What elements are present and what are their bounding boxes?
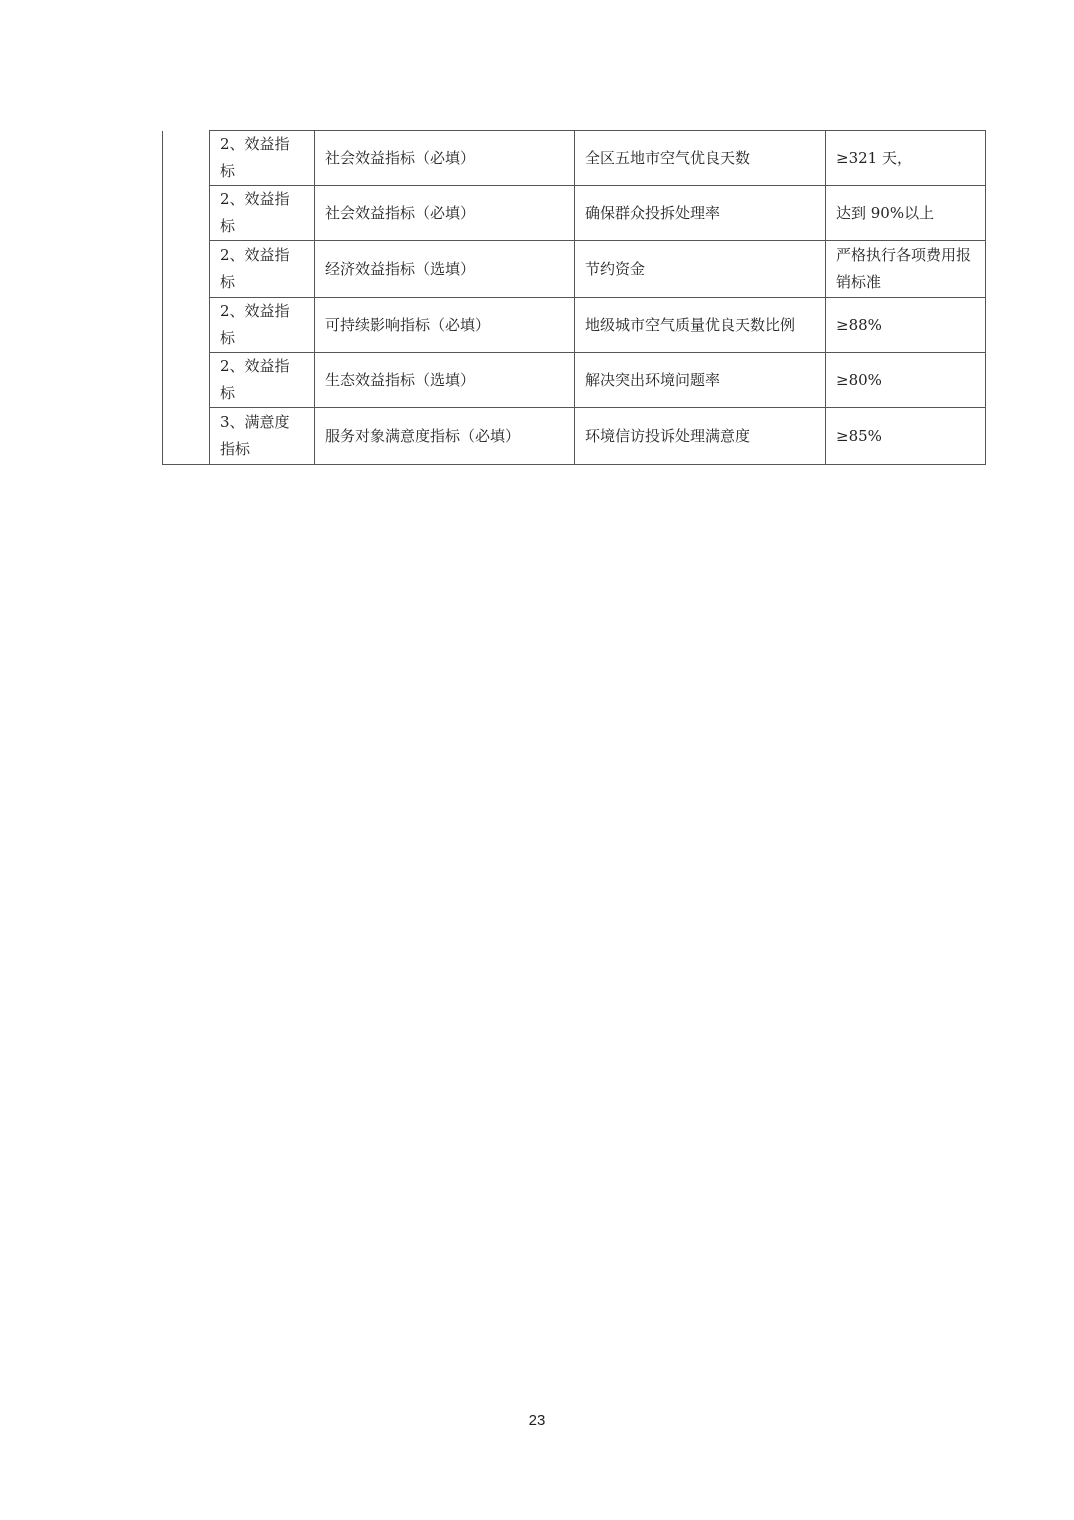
level3-indicator-cell: 节约资金 xyxy=(575,241,826,298)
target-value-cell: ≥88% xyxy=(826,298,986,353)
level3-indicator-cell: 确保群众投拆处理率 xyxy=(575,186,826,241)
level1-indicator-cell: 2、效益指标 xyxy=(210,353,315,408)
level1-indicator-cell: 2、效益指标 xyxy=(210,131,315,186)
target-value-cell: ≥85% xyxy=(826,408,986,465)
level1-indicator-cell: 3、满意度指标 xyxy=(210,408,315,465)
level3-indicator-cell: 地级城市空气质量优良天数比例 xyxy=(575,298,826,353)
level2-indicator-cell: 经济效益指标（选填） xyxy=(315,241,575,298)
merged-category-cell xyxy=(163,131,210,465)
table-row xyxy=(163,353,986,408)
performance-indicator-table xyxy=(162,130,986,465)
level1-indicator-cell: 2、效益指标 xyxy=(210,241,315,298)
table-row xyxy=(163,241,986,298)
target-value-cell: 达到 90%以上 xyxy=(826,186,986,241)
level2-indicator-cell: 社会效益指标（必填） xyxy=(315,186,575,241)
level2-indicator-cell: 可持续影响指标（必填） xyxy=(315,298,575,353)
level2-indicator-cell: 生态效益指标（选填） xyxy=(315,353,575,408)
table-row xyxy=(163,131,986,186)
table-row xyxy=(163,298,986,353)
level2-indicator-cell: 社会效益指标（必填） xyxy=(315,131,575,186)
table-row xyxy=(163,408,986,465)
level3-indicator-cell: 解决突出环境问题率 xyxy=(575,353,826,408)
level2-indicator-cell: 服务对象满意度指标（必填） xyxy=(315,408,575,465)
table-row xyxy=(163,186,986,241)
target-value-cell: 严格执行各项费用报销标准 xyxy=(826,241,986,298)
level3-indicator-cell: 全区五地市空气优良天数 xyxy=(575,131,826,186)
level1-indicator-cell: 2、效益指标 xyxy=(210,186,315,241)
level3-indicator-cell: 环境信访投诉处理满意度 xyxy=(575,408,826,465)
target-value-cell: ≥321 天， xyxy=(826,131,986,186)
target-value-cell: ≥80% xyxy=(826,353,986,408)
page-number: 23 xyxy=(528,1412,546,1429)
level1-indicator-cell: 2、效益指标 xyxy=(210,298,315,353)
